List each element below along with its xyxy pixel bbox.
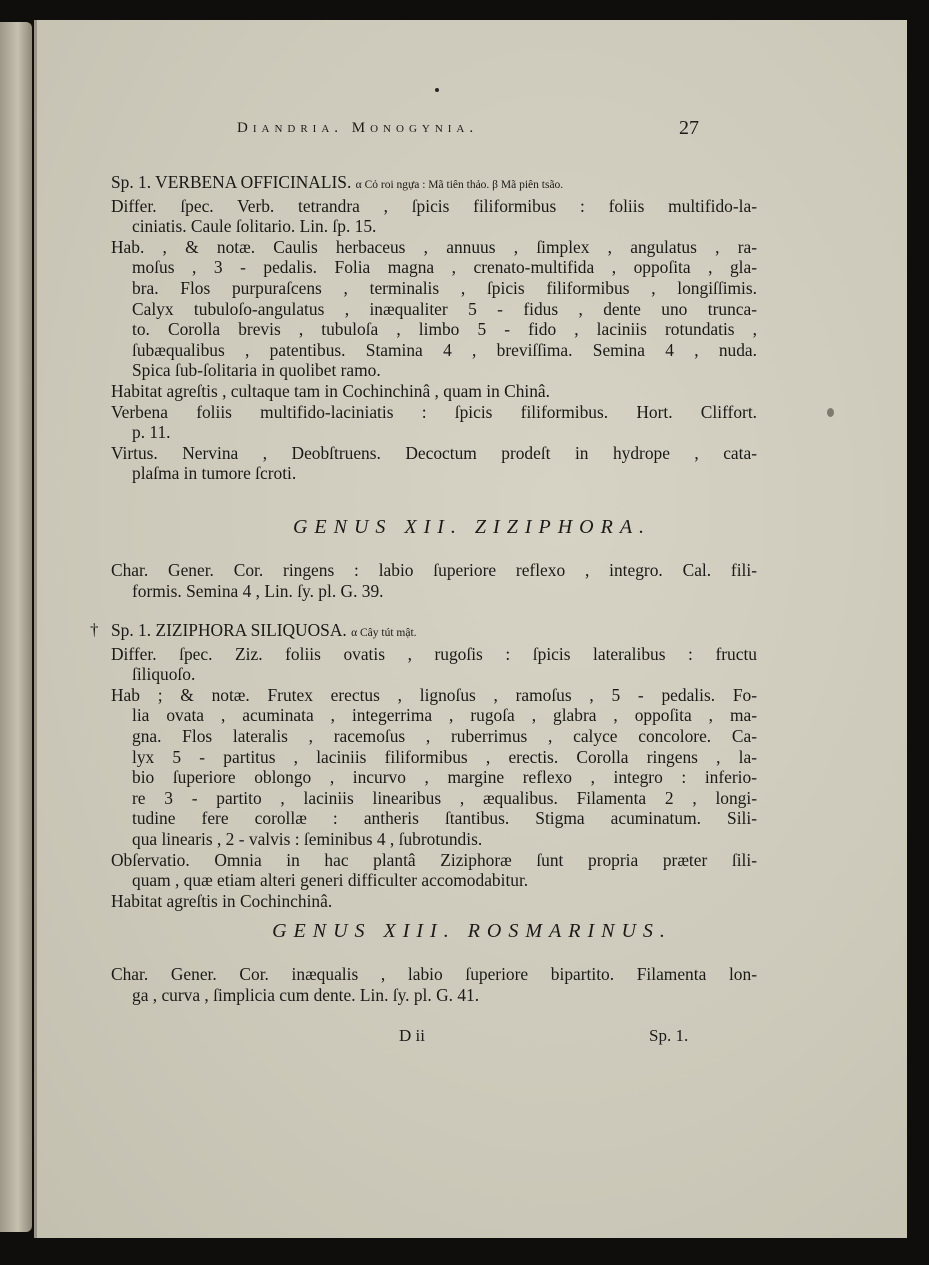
text-line: gna. Flos lateralis , racemoſus , ruberrimus , calyce concolore. Ca- — [132, 725, 757, 746]
verbena-entry — [111, 172, 757, 484]
text-line: Virtus. Nervina , Deobſtruens. Decoctum prodeſt in hydrope , cata- — [111, 442, 757, 463]
page-number: 27 — [679, 117, 699, 139]
vernacular-names: α Cỏ roi ngựa : Mã tiên thảo. β Mã piên tsão. — [355, 179, 564, 191]
text-line: Hab ; & notæ. Frutex erectus , lignoſus , ramoſus , 5 - pedalis. Fo- — [111, 684, 757, 705]
genus-character — [111, 964, 757, 1005]
catchword: Sp. 1. — [649, 1026, 689, 1045]
text-line: formis. Semina 4 , Lin. ſy. pl. G. 39. — [132, 580, 384, 601]
vernacular-names: α Cây tút mật. — [351, 627, 417, 639]
text-line: Differ. ſpec. Verb. tetrandra , ſpicis filiformibus : foliis multifido-la- — [111, 195, 757, 216]
ink-dot — [435, 88, 439, 92]
signature-mark: D ii — [399, 1026, 425, 1045]
foxing-stain — [827, 408, 834, 417]
text-line: bra. Flos purpuraſcens , terminalis , ſpicis filiformibus , longiſſimis. — [132, 277, 757, 298]
facing-page-edge — [0, 22, 32, 1232]
text-line: ga , curva , ſimplicia cum dente. Lin. ſy. pl. G. 41. — [132, 984, 480, 1005]
text-line: moſus , 3 - pedalis. Folia magna , crenato-multifida , oppoſita , gla- — [132, 257, 757, 278]
text-line: tudine fere corollæ : antheris ſtantibus. Stigma acuminatum. Sili- — [132, 808, 757, 829]
book-page — [34, 20, 907, 1238]
text-line: to. Corolla brevis , tubuloſa , limbo 5 - fido , laciniis rotundatis , — [132, 319, 757, 340]
text-line: Differ. ſpec. Ziz. foliis ovatis , rugoſis : ſpicis lateralibus : fructu — [111, 643, 757, 664]
text-line: Spica ſub-ſolitaria in quolibet ramo. — [132, 360, 381, 381]
text-line: ſiliquoſo. — [132, 664, 196, 685]
text-line: re 3 - partito , laciniis linearibus , æqualibus. Filamenta 2 , longi- — [132, 787, 757, 808]
text-line: bio ſuperiore oblongo , incurvo , margine reflexo , integro : inferio- — [132, 767, 757, 788]
species-name: VERBENA OFFICINALIS. — [155, 172, 352, 192]
text-line: Verbena foliis multifido-laciniatis : ſpicis filiformibus. Hort. Cliffort. — [111, 401, 757, 422]
species-heading — [111, 620, 757, 644]
text-line: Hab. , & notæ. Caulis herbaceus , annuus , ſimplex , angulatus , ra- — [111, 236, 757, 257]
text-line: Habitat agreſtis in Cochinchinâ. — [111, 890, 333, 911]
text-line: lia ovata , acuminata , integerrima , rugoſa , glabra , oppoſita , ma- — [132, 705, 757, 726]
text-line: Calyx tubuloſo-angulatus , inæqualiter 5 - fidus , dente uno trunca- — [132, 298, 757, 319]
text-line: plaſma in tumore ſcroti. — [132, 463, 297, 484]
text-line: ciniatis. Caule ſolitario. Lin. ſp. 15. — [132, 216, 377, 237]
text-line: quam , quæ etiam alteri generi difficulter accomodabitur. — [132, 870, 529, 891]
text-line: qua linearis , 2 - valvis : ſeminibus 4 , ſubrotundis. — [132, 828, 483, 849]
text-line: p. 11. — [132, 422, 171, 443]
text-line: Char. Gener. Cor. ringens : labio ſuperiore reflexo , integro. Cal. fili- — [111, 560, 757, 580]
running-head: Diandria. Monogynia. — [237, 120, 479, 136]
text-line: Obſervatio. Omnia in hac plantâ Ziziphoræ ſunt propria præter ſili- — [111, 849, 757, 870]
text-line: lyx 5 - partitus , laciniis filiformibus , erectis. Corolla ringens , la- — [132, 746, 757, 767]
text-line: Char. Gener. Cor. inæqualis , labio ſuperiore bipartito. Filamenta lon- — [111, 964, 757, 984]
species-name: Sp. 1. ZIZIPHORA SILIQUOSA. — [111, 620, 347, 640]
text-line: Habitat agreſtis , cultaque tam in Cochinchinâ , quam in Chinâ. — [111, 380, 551, 401]
species-heading — [111, 172, 757, 196]
ziziphora-entry — [111, 620, 757, 911]
dagger-mark: † — [90, 620, 99, 639]
genus-heading: GENUS XIII. ROSMARINUS. — [272, 920, 672, 942]
genus-character — [111, 560, 757, 601]
species-number: Sp. 1. — [111, 172, 152, 192]
genus-heading: GENUS XII. ZIZIPHORA. — [292, 516, 652, 538]
text-line: ſubæqualibus , patentibus. Stamina 4 , breviſſima. Semina 4 , nuda. — [132, 339, 757, 360]
